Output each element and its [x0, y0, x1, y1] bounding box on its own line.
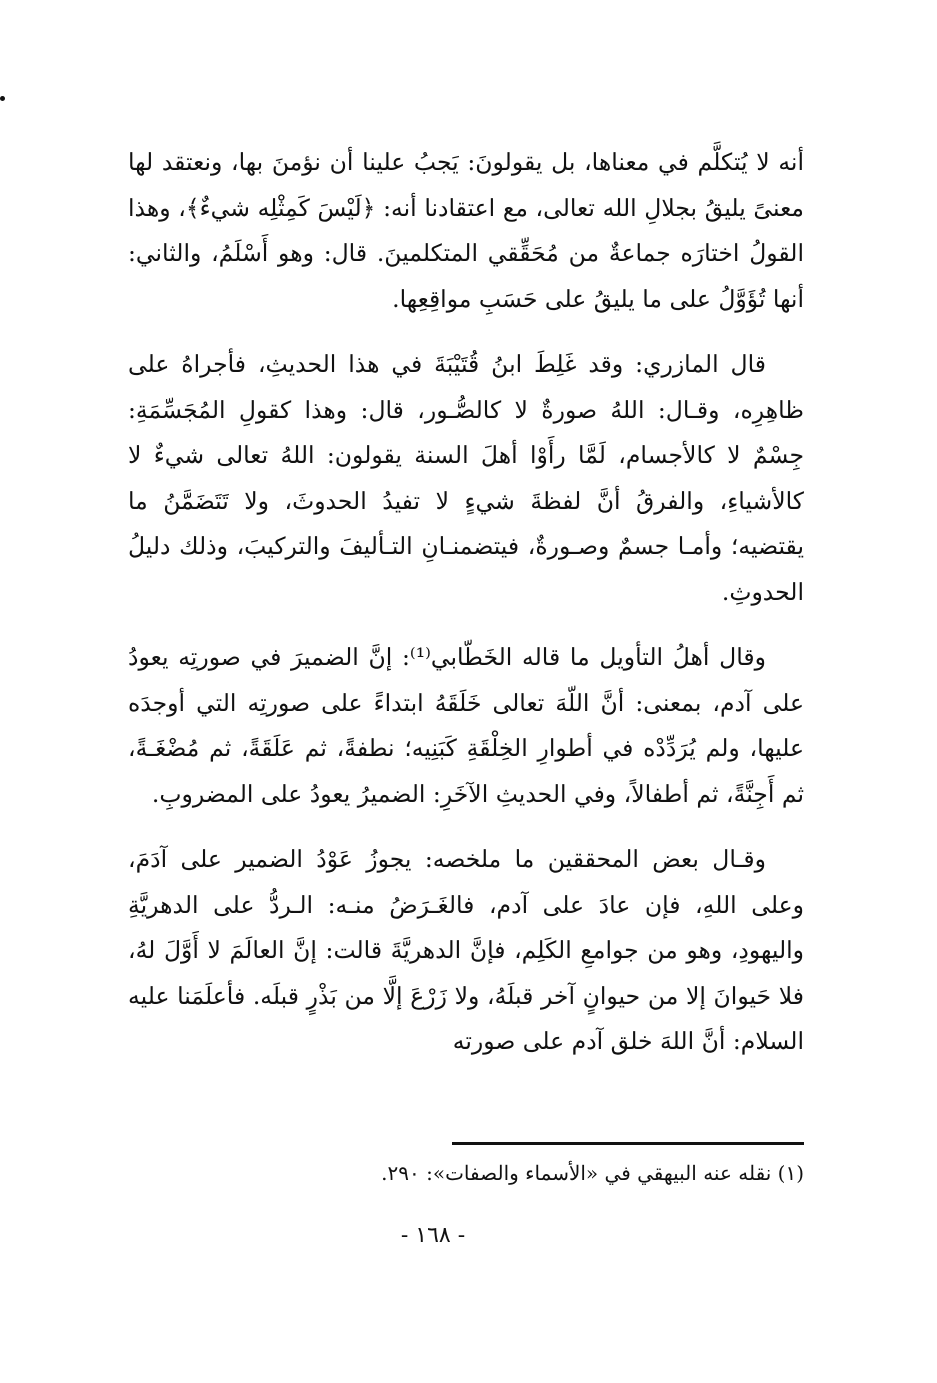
paragraph-3: وقال أهلُ التأويل ما قاله الخَطّابي⁽¹⁾: إنَّ الضميرَ في صورتِه يعودُ على آدم، بمعنى: أنَّ اللّهَ تعالى خَلَقَهُ ابتداءً على صورتِه التي أوجدَه عليها، ولم يُرَدِّدْه في أطوارِ الخِلْقَةِ كَبَنِيه؛ نطفةً، ثم عَلَقَةً، ثم مُضْغَـةً، ثم أَجِنَّةً، ثم أطفالاً، وفي الحديثِ الآخَرِ: الضميرُ يعودُ على المضروبِ. [128, 643, 804, 808]
footnote: (١) نقله عنه البيهقي في «الأسماء والصفات»: ٢٩٠. [381, 1161, 804, 1185]
page-number: - ١٦٨ - [400, 1223, 466, 1248]
paragraph-4: وقـال بعض المحققين ما ملخصه: يجوزُ عَوْدُ الضمير على آدَمَ، وعلى اللهِ، فإن عادَ على آدم، فالغَـرَضُ منـه: الـردُّ على الدهريَّةِ واليهودِ، وهو من جوامعِ الكَلِم، فإنَّ الدهريَّةَ قالت: إنَّ العالَمَ لا أَوَّلَ لهُ، فلا حَيوانَ إلا من حيوانٍ آخر قبلَهُ، ولا زَرْعَ إلَّا من بَذْرٍ قبلَه. فأعلَمَنا عليه السلام: أنَّ اللهَ خلق آدم على صورته [128, 845, 804, 1055]
paragraph-1: أنه لا يُتكلَّم في معناها، بل يقولونَ: يَجبُ علينا أن نؤمنَ بها، ونعتقد لها معنىً يليقُ بجلالِ الله تعالى، مع اعتقادنا أنه: ﴿لَيْسَ كَمِثْلِه شيءٌ﴾، وهذا القولُ اختارَه جماعةٌ من مُحَقِّقي المتكلمينَ. قال: وهو أَسْلَمُ، والثاني: أنها تُؤَوَّلُ على ما يليقُ على حَسَبِ مواقِعِها. [128, 148, 804, 313]
paragraph-2: قال المازري: وقد غَلِطَ ابنُ قُتَيْبَةَ في هذا الحديثِ، فأجراهُ على ظاهِرِه، وقـال: اللهُ صورةٌ لا كالصُّـور، قال: وهذا كقولِ المُجَسِّمَةِ: جِسْمٌ لا كالأجسام، لَمَّا رأَوْا أهلَ السنة يقولون: اللهُ تعالى شيءٌ لا كالأشياءِ، والفرقُ أنَّ لفظةَ شيءٍ لا تفيدُ الحدوثَ، ولا تَتَضَمَّنُ ما يقتضيه؛ وأمـا جسمٌ وصـورةٌ، فيتضمنـانِ التـأليفَ والتركيبَ، وذلك دليلُ الحدوثِ. [128, 350, 804, 606]
footnote-divider [452, 1142, 804, 1145]
scan-edge-mark [0, 96, 5, 101]
main-text [128, 140, 804, 1065]
